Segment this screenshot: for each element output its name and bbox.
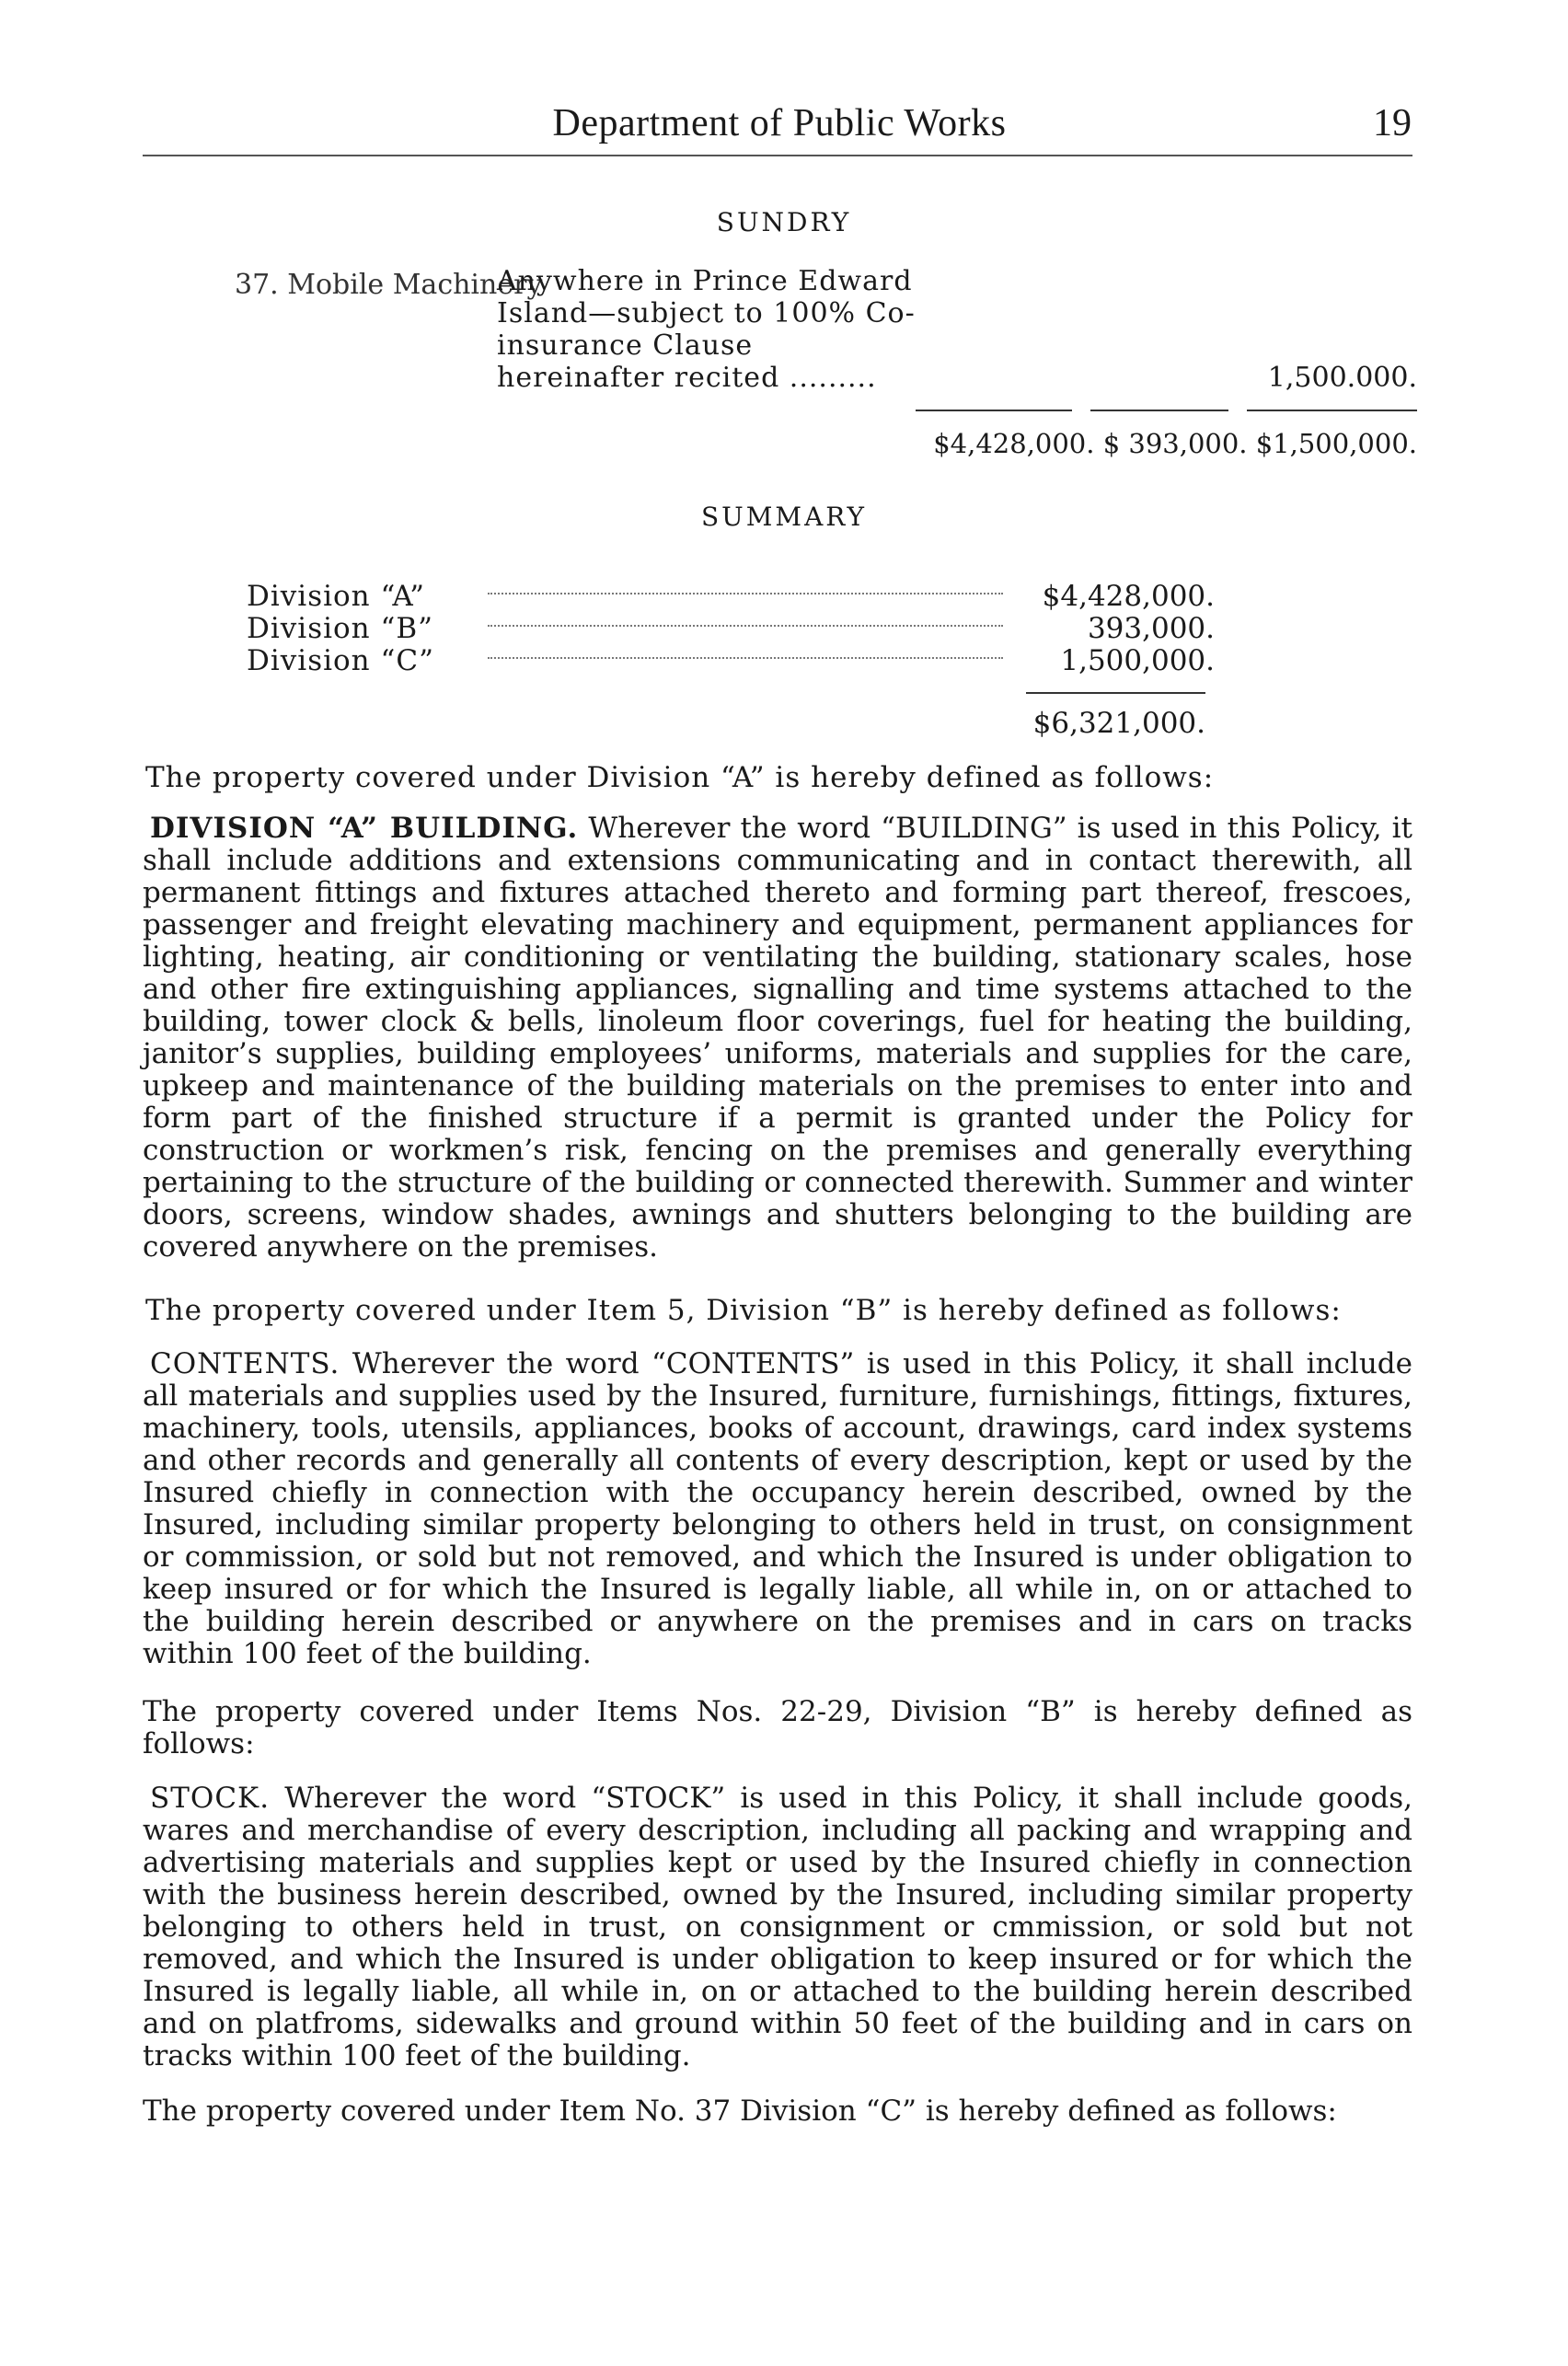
total-division-c: $1,500,000. — [1255, 428, 1417, 459]
stock-text: Wherever the word “STOCK” is used in this Policy, it shall include goods, wares and merchandise of every description, including all packing and wrapping and advertising materials and supplies kept or used by the Insured chiefly in connection with the business herein described, owned by the Insured, including similar property belonging to others held in trust, on consignment or cmmission, or sold but not removed, and which the Insured is under obligation to keep insured or for which the Insured is legally liable, all while in, on or attached to the building herein described and on platfroms, sidewalks and ground within 50 feet of the building and in cars on tracks within 100 feet of the building. — [143, 1782, 1412, 2072]
item5-intro: The property covered under Item 5, Division “B” is hereby defined as follows: — [145, 1294, 1342, 1327]
summary-row — [239, 580, 1215, 612]
leader-dots — [488, 625, 1003, 627]
summary-row-amount: 1,500,000. — [1060, 644, 1215, 677]
running-title: Department of Public Works — [552, 102, 1007, 144]
summary-total-rule — [1026, 692, 1205, 694]
running-header — [147, 101, 1412, 153]
stock-definition — [143, 1783, 1412, 2072]
item37-intro: The property covered under Item No. 37 Division “C” is hereby defined as follows: — [143, 2095, 1337, 2128]
items22-intro: The property covered under Items Nos. 22-29, Division “B” is hereby defined as follows: — [143, 1695, 1412, 1760]
page-number: 19 — [1373, 102, 1412, 144]
summary-row — [239, 644, 1215, 676]
mobile-machinery-amount: 1,500.000. — [1267, 362, 1417, 394]
contents-lead: CONTENTS. — [150, 1347, 340, 1380]
header-rule — [143, 155, 1412, 156]
summary-row-label: Division “C” — [247, 644, 434, 677]
sundry-totals — [902, 428, 1417, 459]
column-rule-c — [1247, 410, 1417, 411]
summary-total: $6,321,000. — [1032, 707, 1205, 740]
building-text: Wherever the word “BUILDING” is used in this Policy, it shall include additions and extensions communicating and in contact therewith, all permanent fittings and fixtures attached thereto and forming part thereof, frescoes, passenger and freight elevating machinery and equipment, permanent appliances for lighting, heating, air conditioning or ventilating the building, stationary scales, hose and other fire extinguishing appliances, signalling and time systems attached to the building, tower clock & bells, linoleum floor coverings, fuel for heating the building, janitor’s supplies, building employees’ uniforms, materials and supplies for the care, upkeep and maintenance of the building materials on the premises to enter into and form part of the finished structure if a permit is granted under the Policy for construction or workmen’s risk, fencing on the premises and generally everything pertaining to the structure of the building or connected therewith. Summer and winter doors, screens, window shades, awnings and shutters belonging to the building are covered anywhere on the premises. — [143, 812, 1412, 1264]
summary-row-label: Division “A” — [247, 580, 426, 613]
sundry-heading: SUNDRY — [716, 207, 852, 237]
total-division-b: $ 393,000. — [1102, 428, 1248, 459]
contents-text: Wherever the word “CONTENTS” is used in this Policy, it shall include all materials and supplies used by the Insured, furniture, furnishings, fittings, fixtures, machinery, tools, utensils, appliances, books of account, drawings, card index systems and other records and generally all contents of every description, kept or used by the Insured chiefly in connection with the occupancy herein described, owned by the Insured, including similar property belonging to others held in trust, on consignment or commission, or sold but not removed, and which the Insured is under obligation to keep insured or for which the Insured is legally liable, all while in, on or attached to the building herein described or anywhere on the premises and in cars on tracks within 100 feet of the building. — [143, 1347, 1412, 1670]
stock-lead: STOCK. — [150, 1782, 271, 1815]
summary-row-amount: 393,000. — [1087, 612, 1215, 645]
leader-dots — [488, 593, 1003, 594]
column-rule-a — [916, 410, 1072, 411]
building-definition — [143, 813, 1412, 1264]
contents-definition — [143, 1348, 1412, 1670]
summary-row-amount: $4,428,000. — [1042, 580, 1215, 613]
mobile-machinery-description: Anywhere in Prince Edward Island—subject to 100% Co-insurance Clause hereinafter recited ......... — [497, 265, 916, 394]
summary-row — [239, 612, 1215, 644]
mobile-machinery-label: 37. Mobile Machinery — [235, 269, 543, 301]
column-rule-b — [1090, 410, 1228, 411]
summary-heading: SUMMARY — [700, 502, 868, 532]
building-lead: DIVISION “A” BUILDING. — [150, 812, 579, 845]
summary-row-label: Division “B” — [247, 612, 433, 645]
leader-dots — [488, 657, 1003, 659]
summary-list — [239, 580, 1215, 676]
division-a-intro: The property covered under Division “A” is hereby defined as follows: — [145, 761, 1215, 794]
total-division-a: $4,428,000. — [933, 428, 1095, 459]
